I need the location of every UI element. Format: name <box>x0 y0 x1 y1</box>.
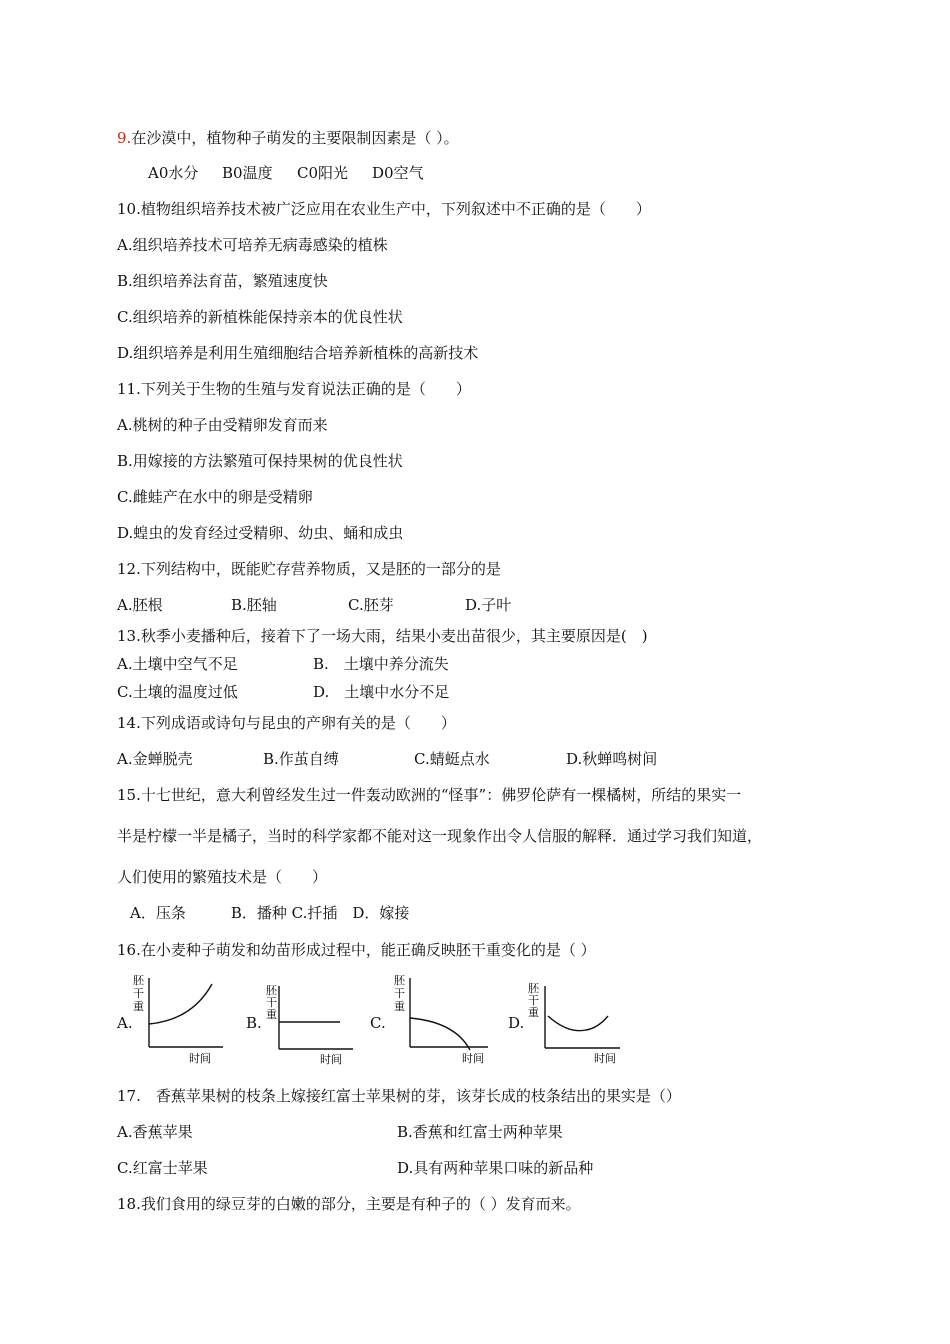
graph-c-svg <box>370 972 495 1067</box>
graph-a-label: A. <box>117 1014 133 1032</box>
graph-d-svg <box>508 972 623 1067</box>
q16-graph-a <box>117 972 227 1067</box>
q18-stem: 18.我们食用的绿豆芽的白嫩的部分，主要是有种子的（ ）发育而来。 <box>117 1195 581 1213</box>
graph-b-ylabel-3: 重 <box>266 1008 277 1021</box>
q10-stem: 10.植物组织培养技术被广泛应用在农业生产中，下列叙述中不正确的是（ ） <box>117 200 651 218</box>
q15-line-1: 15.十七世纪，意大利曾经发生过一件轰动欧洲的“怪事”：佛罗伦萨有一棵橘树，所结的果实一 <box>117 786 742 804</box>
q17-option-c: C.红富士苹果 <box>117 1159 208 1177</box>
graph-a-ylabel-2: 干 <box>133 987 144 1000</box>
graph-c-curve <box>410 1018 470 1050</box>
q12-option-c: C.胚芽 <box>348 596 394 614</box>
graph-c-ylabel-3: 重 <box>394 1000 405 1013</box>
graph-b-svg <box>246 972 356 1067</box>
q12-option-a: A.胚根 <box>117 596 163 614</box>
graph-b-ylabel-1: 胚 <box>266 984 277 997</box>
q9-option-c: C0阳光 <box>297 164 349 182</box>
q12-option-b: B.胚轴 <box>231 596 277 614</box>
graph-d-ylabel-2: 干 <box>528 994 539 1007</box>
q13-option-c: C.土壤的温度过低 <box>117 683 238 701</box>
q13-option-d: D. 土壤中水分不足 <box>313 683 450 701</box>
q13-option-a: A.土壤中空气不足 <box>117 655 238 673</box>
graph-c-xlabel: 时间 <box>462 1052 484 1065</box>
graph-b-xlabel: 时间 <box>320 1053 342 1066</box>
q17-option-a: A.香蕉苹果 <box>117 1123 193 1141</box>
q13-stem: 13.秋季小麦播种后，接着下了一场大雨，结果小麦出苗很少，其主要原因是( ) <box>117 627 648 645</box>
graph-a-svg <box>117 972 227 1067</box>
graph-a-ylabel-1: 胚 <box>133 974 144 987</box>
graph-a-curve <box>149 984 212 1024</box>
q14-option-a: A.金蝉脱壳 <box>117 750 193 768</box>
graph-d-ylabel-1: 胚 <box>528 982 539 995</box>
graph-b-ylabel-2: 干 <box>266 996 277 1009</box>
q16-graph-b <box>246 972 356 1067</box>
graph-c-label: C. <box>370 1014 386 1032</box>
q15-options: A．压条 B．播种 C.扦插 D．嫁接 <box>130 904 410 922</box>
q15-line-3: 人们使用的繁殖技术是（ ） <box>117 868 328 886</box>
q9-option-b: B0温度 <box>222 164 273 182</box>
graph-b-label: B. <box>246 1014 262 1032</box>
q16-graph-d <box>508 972 623 1067</box>
graph-d-xlabel: 时间 <box>594 1052 616 1065</box>
q9-number: 9. <box>117 129 132 147</box>
q14-option-d: D.秋蝉鸣树间 <box>566 750 658 768</box>
q10-option-c: C.组织培养的新植株能保持亲本的优良性状 <box>117 308 403 326</box>
q12-option-d: D.子叶 <box>465 596 512 614</box>
graph-a-xlabel: 时间 <box>189 1052 211 1065</box>
q11-option-b: B.用嫁接的方法繁殖可保持果树的优良性状 <box>117 452 403 470</box>
graph-d-ylabel-3: 重 <box>528 1006 539 1019</box>
q16-graph-c <box>370 972 495 1067</box>
q10-option-b: B.组织培养法育苗，繁殖速度快 <box>117 272 328 290</box>
graph-d-curve <box>548 1016 608 1031</box>
q11-option-a: A.桃树的种子由受精卵发育而来 <box>117 416 328 434</box>
q17-option-b: B.香蕉和红富士两种苹果 <box>397 1123 563 1141</box>
q14-option-c: C.蜻蜓点水 <box>414 750 490 768</box>
graph-a-ylabel-3: 重 <box>133 1000 144 1013</box>
q11-option-c: C.雌蛙产在水中的卵是受精卵 <box>117 488 313 506</box>
q9-option-d: D0空气 <box>372 164 424 182</box>
q11-option-d: D.蝗虫的发育经过受精卵、幼虫、蛹和成虫 <box>117 524 404 542</box>
graph-d-label: D. <box>508 1014 525 1032</box>
q10-option-d: D.组织培养是利用生殖细胞结合培养新植株的高新技术 <box>117 344 479 362</box>
q9-stem <box>117 128 459 148</box>
q10-option-a: A.组织培养技术可培养无病毒感染的植株 <box>117 236 388 254</box>
q14-stem: 14.下列成语或诗句与昆虫的产卵有关的是（ ） <box>117 714 456 732</box>
q9-text: 在沙漠中，植物种子萌发的主要限制因素是（ ）。 <box>131 129 459 147</box>
q16-stem: 16.在小麦种子萌发和幼苗形成过程中，能正确反映胚干重变化的是（ ） <box>117 941 596 959</box>
q14-option-b: B.作茧自缚 <box>263 750 339 768</box>
graph-c-ylabel-1: 胚 <box>394 974 405 987</box>
q17-option-d: D.具有两种苹果口味的新品种 <box>397 1159 594 1177</box>
q17-stem: 17. 香蕉苹果树的枝条上嫁接红富士苹果树的芽，该芽长成的枝条结出的果实是（） <box>117 1087 681 1105</box>
q9-option-a: A0水分 <box>148 164 199 182</box>
q15-line-2: 半是柠檬一半是橘子，当时的科学家都不能对这一现象作出令人信服的解释．通过学习我们知道， <box>117 827 763 845</box>
graph-c-ylabel-2: 干 <box>394 987 405 1000</box>
q11-stem: 11.下列关于生物的生殖与发育说法正确的是（ ） <box>117 380 471 398</box>
q12-stem: 12.下列结构中，既能贮存营养物质，又是胚的一部分的是 <box>117 560 501 578</box>
q13-option-b: B. 土壤中养分流失 <box>313 655 449 673</box>
